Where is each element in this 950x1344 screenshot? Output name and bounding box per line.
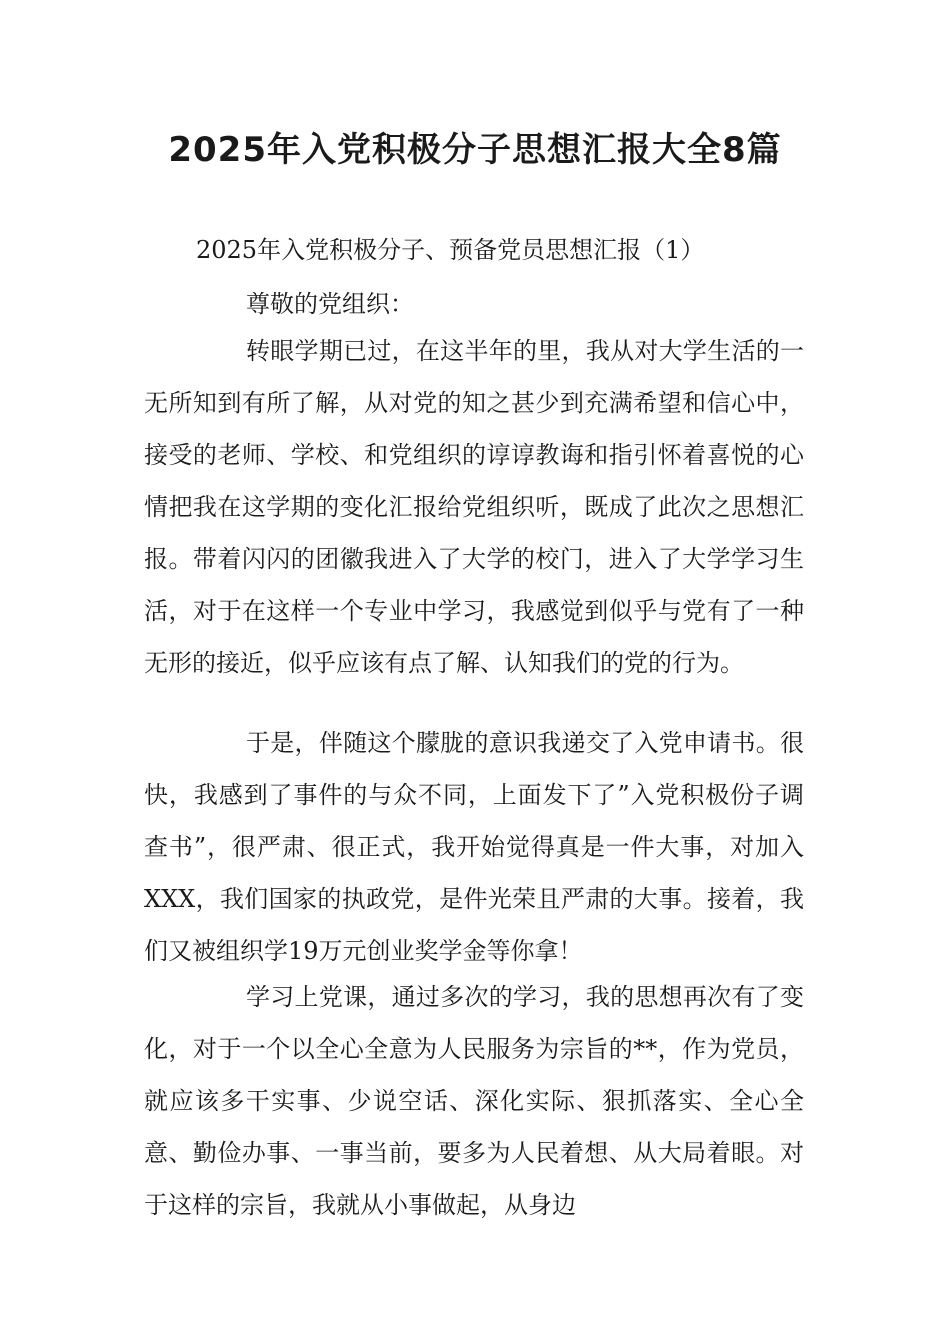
- body-paragraph-2: 于是，伴随这个朦胧的意识我递交了入党申请书。很快，我感到了事件的与众不同，上面发下了”入党积极份子调查书”，很严肃、很正式，我开始觉得真是一件大事，对加入XXX，我们国家的执政党，是件光荣且严肃的大事。接着，我们又被组织学19万元创业奖学金等你拿！: [144, 729, 804, 965]
- section-subtitle: 2025年入党积极分子、预备党员思想汇报（1）: [196, 236, 705, 264]
- body-paragraph-1: 转眼学期已过，在这半年的里，我从对大学生活的一无所知到有所了解，从对党的知之甚少到充满希望和信心中，接受的老师、学校、和党组织的谆谆教诲和指引怀着喜悦的心情把我在这学期的变化汇报给党组织听，既成了此次之思想汇报。带着闪闪的团徽我进入了大学的校门，进入了大学学习生活，对于在这样一个专业中学习，我感觉到似乎与党有了一种无形的接近，似乎应该有点了解、认知我们的党的行为。: [144, 337, 804, 677]
- document-title: 2025年入党积极分子思想汇报大全8篇: [168, 130, 782, 170]
- salutation: 尊敬的党组织：: [246, 290, 414, 318]
- body-paragraph-3: 学习上党课，通过多次的学习，我的思想再次有了变化，对于一个以全心全意为人民服务为宗旨的**，作为党员，就应该多干实事、少说空话、深化实际、狠抓落实、全心全意、勤俭办事、一事当前，要多为人民着想、从大局着眼。对于这样的宗旨，我就从小事做起，从身边: [144, 983, 804, 1219]
